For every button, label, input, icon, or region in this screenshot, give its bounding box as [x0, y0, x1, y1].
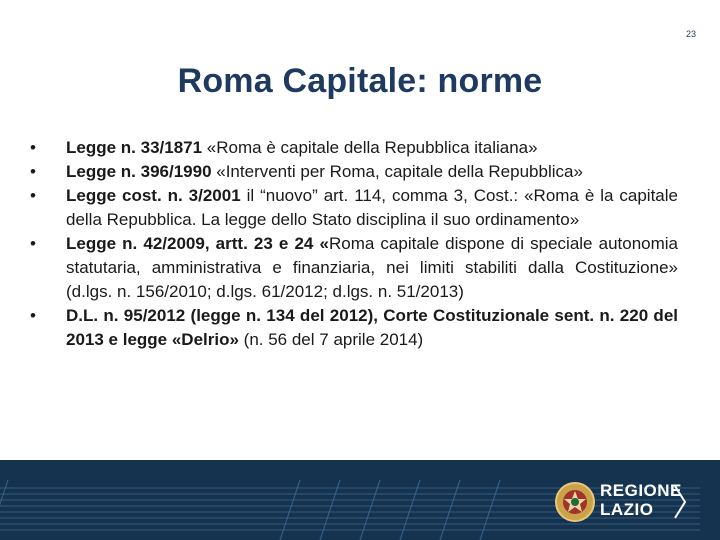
bullet-text: (n. 56 del 7 aprile 2014) — [238, 330, 424, 349]
bullet-text: il “nuovo” art. 114, comma 3, Cost.: «Roma è la capitale della Repubblica. La legge dello Stato disciplina il suo ordinamento» — [66, 186, 678, 229]
bullet-icon: • — [30, 306, 36, 325]
page-number: 23 — [685, 29, 696, 39]
emblem-icon — [553, 478, 597, 526]
bullet-text: «Interventi per Roma, capitale della Repubblica» — [211, 162, 583, 181]
bullet-item — [30, 232, 678, 304]
slide-title: Roma Capitale: norme — [177, 62, 543, 100]
bullet-item — [30, 136, 678, 160]
chevron-right-icon — [671, 480, 691, 524]
bullet-item — [30, 160, 678, 184]
region-name — [600, 481, 682, 519]
bullet-bold: Legge n. 396/1990 — [66, 162, 212, 181]
bullet-bold: Legge cost. n. 3/2001 — [66, 186, 241, 205]
bullet-bold: Legge n. 42/2009, artt. 23 e 24 « — [66, 234, 329, 253]
bullet-icon: • — [30, 234, 36, 253]
region-line2: LAZIO — [600, 500, 654, 519]
bullet-bold: D.L. n. 95/2012 (legge n. 134 del 2012), Corte Costituzionale sent. n. 220 del 2013 e legge «Delrio» — [66, 306, 678, 349]
bullet-icon: • — [30, 162, 36, 181]
bullet-list — [30, 136, 678, 352]
bullet-bold: Legge n. 33/1871 — [66, 138, 203, 157]
regione-lazio-logo — [553, 478, 693, 526]
bullet-item — [30, 184, 678, 232]
bullet-text: Roma capitale dispone di speciale autonomia statutaria, amministrativa e finanziaria, nei limiti stabiliti dalla Costituzione» (d.lgs. n. 156/2010; d.lgs. 61/2012; d.lgs. n. 51/2013) — [66, 234, 679, 301]
bullet-icon: • — [30, 138, 36, 157]
region-line1: REGIONE — [600, 481, 682, 500]
bullet-icon: • — [30, 186, 36, 205]
bullet-text: «Roma è capitale della Repubblica italiana» — [202, 138, 538, 157]
bullet-item — [30, 304, 678, 352]
